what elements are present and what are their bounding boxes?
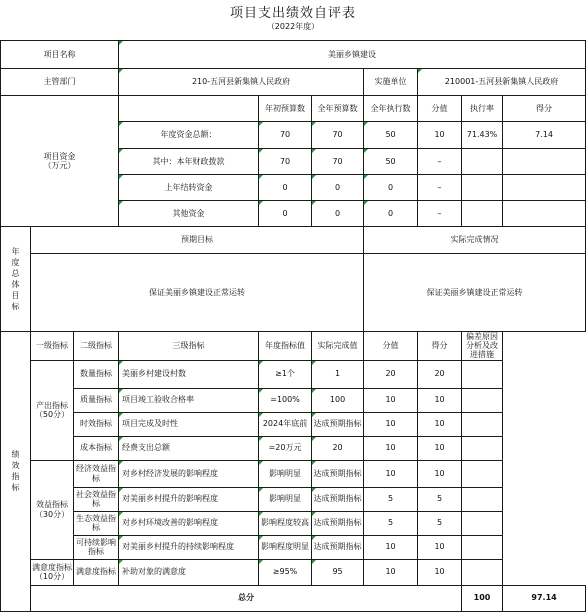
impl-unit-label: 实施单位 [364, 69, 418, 96]
indicator-target: ≥1个 [259, 360, 312, 388]
indicator-level1-name: 效益指标 [36, 500, 68, 510]
funds-row-score [503, 175, 586, 201]
indicator-level2: 满意度指标 [74, 559, 119, 585]
indicator-level1-name: 产出指标 [36, 400, 68, 410]
funds-row-annual: 0 [312, 175, 364, 201]
funds-row-name: 其他资金 [119, 201, 259, 227]
funds-row-initial: 70 [259, 149, 312, 175]
indicator-row [1, 360, 586, 388]
indicator-header-level1: 一级指标 [31, 332, 74, 361]
indicator-actual: 达成预期指标 [312, 460, 364, 487]
indicator-level3: 美丽乡村建设村数 [119, 360, 259, 388]
indicator-level1 [31, 360, 74, 460]
indicator-points: 20 [364, 360, 418, 388]
indicator-actual: 达成预期指标 [312, 412, 364, 436]
indicator-header-level3: 三级指标 [119, 332, 259, 361]
expected-goal-text: 保证美丽乡镇建设正常运转 [31, 254, 364, 332]
impl-unit-value: 210001-五河县新集镇人民政府 [418, 69, 586, 96]
funds-row-rate [462, 201, 503, 227]
funds-row-executed: 50 [364, 122, 418, 149]
indicator-deviation [462, 360, 503, 388]
indicator-row [1, 388, 586, 412]
indicator-level1 [31, 559, 74, 585]
goals-label-text: 年度总体目标 [11, 247, 20, 311]
indicator-points: 10 [364, 460, 418, 487]
department-label: 主管部门 [1, 69, 119, 96]
funds-row-executed: 0 [364, 175, 418, 201]
funds-row-score: 7.14 [503, 122, 586, 149]
indicator-score: 10 [418, 388, 462, 412]
indicator-actual: 100 [312, 388, 364, 412]
total-points: 100 [462, 585, 503, 611]
indicator-header-level2: 二级指标 [74, 332, 119, 361]
indicator-actual: 达成预期指标 [312, 535, 364, 559]
funds-row-score-value: – [418, 149, 462, 175]
actual-result-header: 实际完成情况 [364, 227, 586, 254]
funds-row-annual: 70 [312, 122, 364, 149]
indicator-level2: 数量指标 [74, 360, 119, 388]
funds-header-annual: 全年预算数 [312, 96, 364, 122]
project-name-label: 项目名称 [1, 41, 119, 69]
indicator-row [1, 559, 586, 585]
indicator-deviation [462, 559, 503, 585]
indicators-label-text: 绩效指标 [11, 450, 20, 493]
indicator-level3: 对乡村经济发展的影响程度 [119, 460, 259, 487]
evaluation-table [0, 40, 586, 612]
indicator-level2: 成本指标 [74, 436, 119, 460]
funds-row-score [503, 149, 586, 175]
indicator-points: 10 [364, 559, 418, 585]
funds-row-executed: 0 [364, 201, 418, 227]
indicator-target: 影响明显 [259, 487, 312, 511]
funds-row-score-value: 10 [418, 122, 462, 149]
funds-row-score-value: – [418, 175, 462, 201]
sheet-title: 项目支出绩效自评表 [229, 6, 356, 21]
funds-header-score-value: 分值 [418, 96, 462, 122]
funds-row-annual: 70 [312, 149, 364, 175]
funds-row-rate: 71.43% [462, 122, 503, 149]
indicator-score: 5 [418, 487, 462, 511]
indicator-level2: 可持续影响指标 [74, 535, 119, 559]
indicator-target: =100% [259, 388, 312, 412]
indicator-level2: 社会效益指标 [74, 487, 119, 511]
indicator-level1-name: 满意度指标 [32, 562, 72, 572]
indicator-row [1, 535, 586, 559]
funds-row-name: 年度资金总额： [119, 122, 259, 149]
indicator-points: 10 [364, 535, 418, 559]
indicator-deviation [462, 436, 503, 460]
funds-row-score [503, 201, 586, 227]
indicator-level2: 时效指标 [74, 412, 119, 436]
indicator-row [1, 460, 586, 487]
funds-row-executed: 50 [364, 149, 418, 175]
department-value: 210-五河县新集镇人民政府 [119, 69, 364, 96]
indicator-row [1, 487, 586, 511]
indicator-points: 10 [364, 436, 418, 460]
indicator-deviation [462, 412, 503, 436]
indicator-level3: 经费支出总额 [119, 436, 259, 460]
total-label: 总分 [31, 585, 462, 611]
goals-label [1, 227, 31, 332]
indicator-deviation [462, 511, 503, 535]
indicator-header-points: 分值 [364, 332, 418, 361]
funds-row-rate [462, 175, 503, 201]
indicator-deviation [462, 487, 503, 511]
indicator-target: 影响明显 [259, 460, 312, 487]
indicator-level2: 经济效益指标 [74, 460, 119, 487]
expected-goal-header: 预期目标 [31, 227, 364, 254]
indicator-target: 影响程度明显 [259, 535, 312, 559]
indicator-deviation [462, 460, 503, 487]
funds-row-rate [462, 149, 503, 175]
funds-row-name: 其中：本年财政拨款 [119, 149, 259, 175]
indicator-actual: 95 [312, 559, 364, 585]
indicator-deviation [462, 535, 503, 559]
indicator-actual: 达成预期指标 [312, 487, 364, 511]
funds-label-line2: （万元） [43, 161, 76, 170]
indicator-level1-score: （30分） [34, 509, 70, 519]
indicator-score: 20 [418, 360, 462, 388]
indicator-level3: 项目完成及时性 [119, 412, 259, 436]
funds-label-line1: 项目资金 [43, 151, 76, 161]
indicator-target: 2024年底前 [259, 412, 312, 436]
indicator-level3: 对美丽乡村提升的影响程度 [119, 487, 259, 511]
indicator-target: =20万元 [259, 436, 312, 460]
indicator-header-deviation: 偏差原因分析及改进措施 [462, 332, 503, 361]
indicator-score: 10 [418, 436, 462, 460]
funds-header-score: 得分 [503, 96, 586, 122]
funds-header-executed: 全年执行数 [364, 96, 418, 122]
funds-label [1, 96, 119, 227]
indicator-target: ≥95% [259, 559, 312, 585]
indicator-score: 10 [418, 412, 462, 436]
funds-row-initial: 0 [259, 175, 312, 201]
indicator-level3: 对乡村环境改善的影响程度 [119, 511, 259, 535]
indicator-level2: 质量指标 [74, 388, 119, 412]
funds-row-initial: 0 [259, 201, 312, 227]
indicator-points: 10 [364, 412, 418, 436]
indicator-level1-score: （50分） [34, 410, 70, 420]
indicator-points: 5 [364, 511, 418, 535]
indicator-header-actual: 实际完成值 [312, 332, 364, 361]
indicator-level3: 对美丽乡村提升的持续影响程度 [119, 535, 259, 559]
indicator-actual: 20 [312, 436, 364, 460]
year-note: （2022年度） [266, 22, 320, 31]
indicators-label [1, 332, 31, 612]
indicator-score: 10 [418, 460, 462, 487]
indicator-score: 10 [418, 559, 462, 585]
indicator-deviation [462, 388, 503, 412]
indicator-level1-score: （10分） [34, 572, 70, 582]
funds-header-rate: 执行率 [462, 96, 503, 122]
indicator-actual: 1 [312, 360, 364, 388]
indicator-points: 10 [364, 388, 418, 412]
indicator-score: 5 [418, 511, 462, 535]
funds-row-annual: 0 [312, 201, 364, 227]
total-score: 97.14 [503, 585, 586, 611]
indicator-row [1, 511, 586, 535]
funds-row-initial: 70 [259, 122, 312, 149]
indicator-actual: 达成预期指标 [312, 511, 364, 535]
indicator-level3: 项目竣工验收合格率 [119, 388, 259, 412]
funds-header-initial: 年初预算数 [259, 96, 312, 122]
indicator-target: 影响程度较高 [259, 511, 312, 535]
funds-header-blank [119, 96, 259, 122]
funds-row-name: 上年结转资金 [119, 175, 259, 201]
actual-result-text: 保证美丽乡镇建设正常运转 [364, 254, 586, 332]
indicator-header-target: 年度指标值 [259, 332, 312, 361]
indicator-score: 10 [418, 535, 462, 559]
indicator-points: 5 [364, 487, 418, 511]
indicator-header-score: 得分 [418, 332, 462, 361]
indicator-row [1, 412, 586, 436]
indicator-level3: 补助对象的满意度 [119, 559, 259, 585]
indicator-level1 [31, 460, 74, 559]
indicator-row [1, 436, 586, 460]
project-name-value: 美丽乡镇建设 [119, 41, 586, 69]
funds-row-score-value: – [418, 201, 462, 227]
indicator-level2: 生态效益指标 [74, 511, 119, 535]
